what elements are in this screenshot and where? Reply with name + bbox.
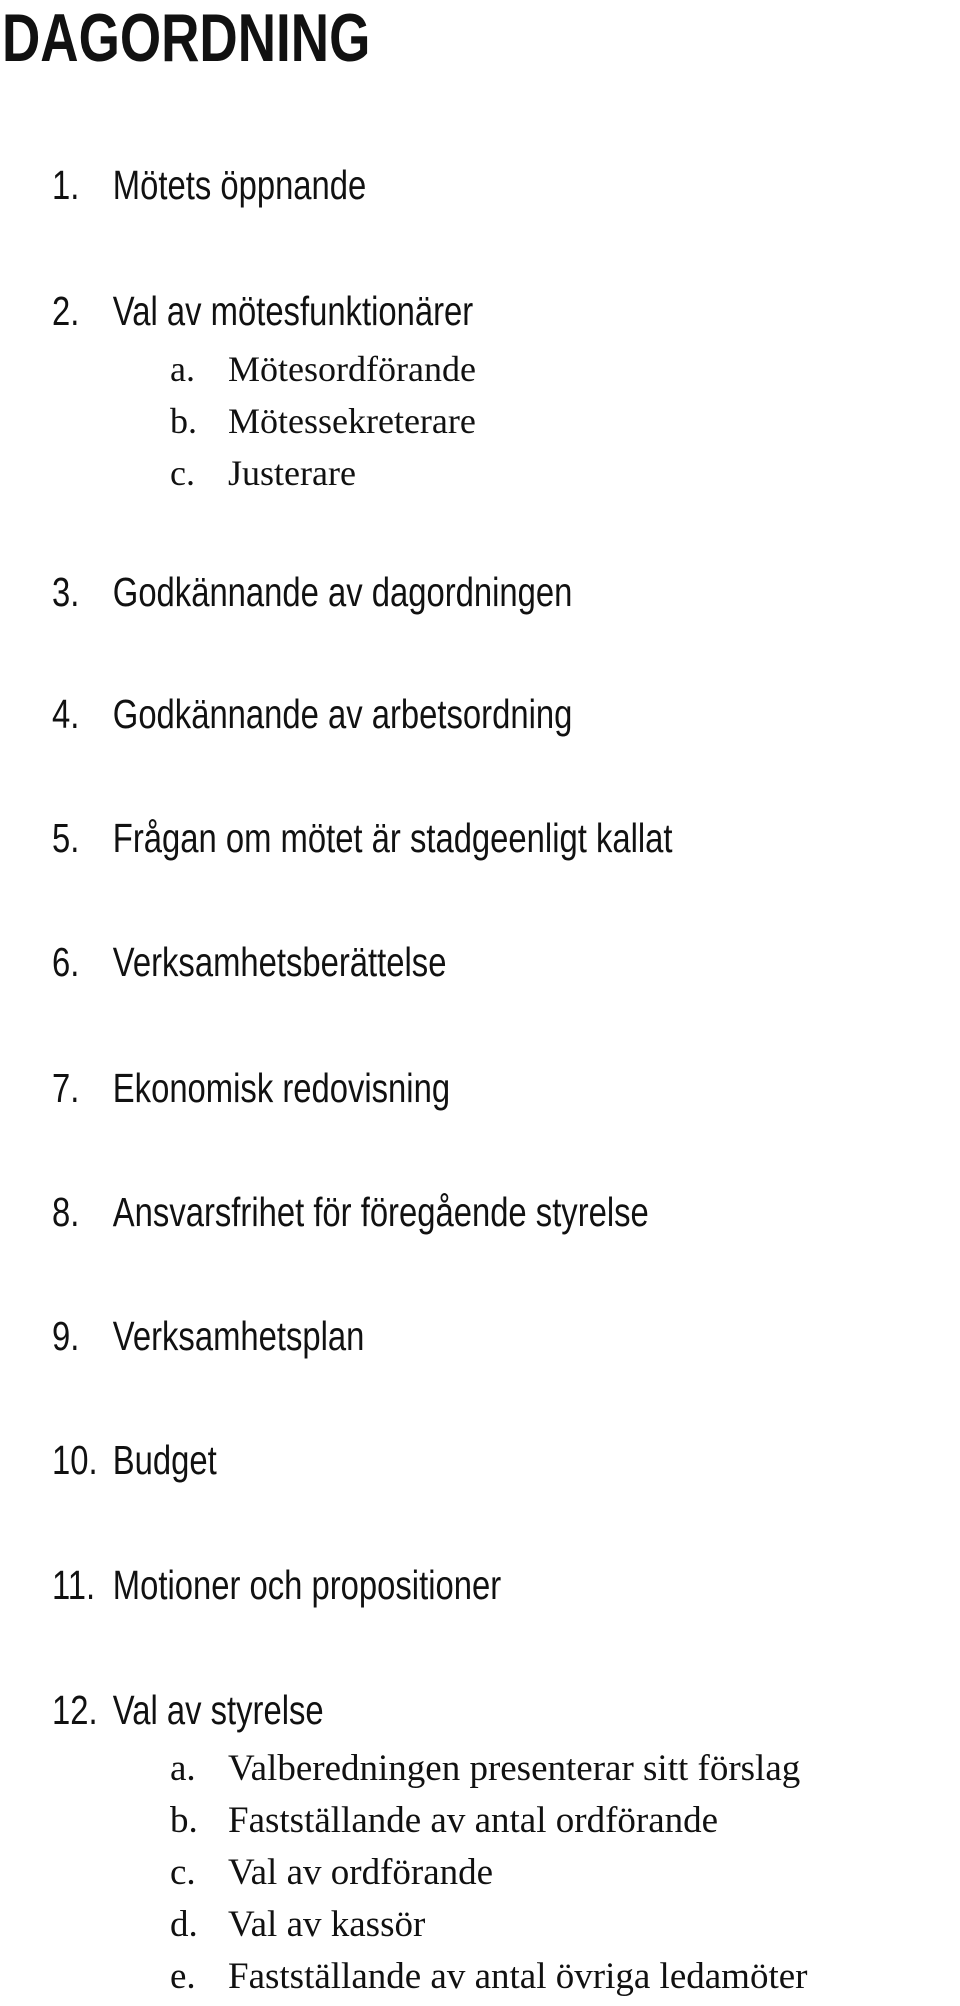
agenda-item <box>52 160 366 210</box>
subitem-letter: c. <box>170 453 195 493</box>
subitem-letter: c. <box>170 1852 196 1893</box>
agenda-item <box>52 567 572 617</box>
subitem-label: Mötesordförande <box>228 349 476 389</box>
item-label: Ekonomisk redovisning <box>112 1065 451 1111</box>
agenda-item <box>52 813 673 863</box>
subitem-letter: b. <box>170 1800 198 1841</box>
item-label: Val av styrelse <box>112 1687 324 1733</box>
item-label: Frågan om mötet är stadgeenligt kallat <box>112 815 673 861</box>
subitem-letter: e. <box>170 1956 196 1997</box>
item-number: 6. <box>52 939 80 985</box>
agenda-item <box>52 1311 364 1361</box>
subitem-label: Justerare <box>228 453 356 493</box>
item-label: Mötets öppnande <box>112 162 367 208</box>
agenda-item <box>52 937 446 987</box>
agenda-item <box>52 1435 217 1485</box>
agenda-item <box>52 689 572 739</box>
item-label: Godkännande av arbetsordning <box>112 691 573 737</box>
item-number: 1. <box>52 162 80 208</box>
subitem-label: Fastställande av antal övriga ledamöter <box>228 1956 808 1997</box>
item-number: 8. <box>52 1189 80 1235</box>
subitem-letter: a. <box>170 1748 196 1789</box>
item-number: 11. <box>52 1562 96 1608</box>
subitem-label: Fastställande av antal ordförande <box>228 1800 719 1841</box>
agenda-subitem <box>170 1903 425 1947</box>
item-label: Budget <box>112 1437 217 1483</box>
item-label: Motioner och propositioner <box>112 1562 502 1608</box>
agenda-item <box>52 286 473 336</box>
subitem-label: Val av ordförande <box>228 1852 494 1893</box>
item-number: 12. <box>52 1687 98 1733</box>
item-number: 5. <box>52 815 80 861</box>
item-number: 9. <box>52 1313 80 1359</box>
agenda-subitem <box>170 347 476 391</box>
agenda-subitem <box>170 1747 800 1791</box>
item-label: Verksamhetsberättelse <box>112 939 447 985</box>
agenda-subitem <box>170 1799 718 1843</box>
item-number: 10. <box>52 1437 98 1483</box>
subitem-letter: d. <box>170 1904 198 1945</box>
agenda-item <box>52 1063 450 1113</box>
subitem-letter: a. <box>170 349 195 389</box>
item-label: Val av mötesfunktionärer <box>112 288 474 334</box>
subitem-label: Val av kassör <box>228 1904 426 1945</box>
subitem-label: Valberedningen presenterar sitt förslag <box>228 1748 801 1789</box>
item-number: 3. <box>52 569 80 615</box>
subitem-letter: b. <box>170 401 197 441</box>
agenda-item <box>52 1685 324 1735</box>
agenda-subitem <box>170 399 476 443</box>
item-label: Ansvarsfrihet för föregående styrelse <box>112 1189 649 1235</box>
item-label: Verksamhetsplan <box>112 1313 365 1359</box>
page-title: DAGORDNING <box>2 0 371 76</box>
agenda-subitem <box>170 451 356 495</box>
item-number: 7. <box>52 1065 80 1111</box>
agenda-item <box>52 1187 649 1237</box>
agenda-item <box>52 1560 501 1610</box>
item-number: 2. <box>52 288 80 334</box>
agenda-subitem <box>170 1851 493 1895</box>
subitem-label: Mötessekreterare <box>228 401 476 441</box>
item-number: 4. <box>52 691 80 737</box>
agenda-subitem <box>170 1955 807 1999</box>
item-label: Godkännande av dagordningen <box>112 569 573 615</box>
